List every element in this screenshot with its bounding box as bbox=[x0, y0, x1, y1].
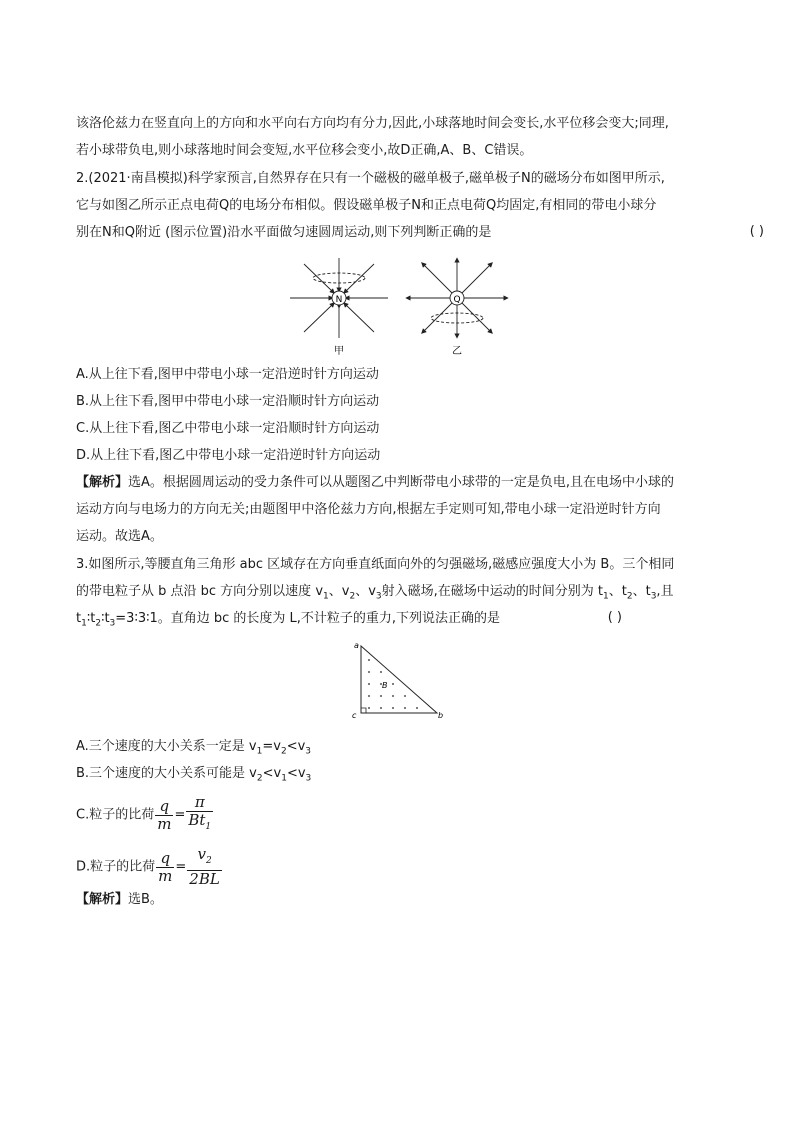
q3-answer-paren: ( ) bbox=[607, 610, 622, 625]
q2-figure bbox=[280, 252, 510, 362]
fraction-q-over-m: $\frac{q}{m}$ bbox=[157, 796, 172, 833]
q2-stem-line-3: 别在N和Q附近 (图示位置)沿水平面做匀速圆周运动,则下列判断正确的是 bbox=[76, 225, 492, 240]
q3-analysis-label: 【解析】 bbox=[76, 892, 129, 907]
q2-option-a: A.从上往下看,图甲中带电小球一定沿逆时针方向运动 bbox=[76, 367, 379, 382]
q2-stem-line-2: 它与如图乙所示正点电荷Q的电场分布相似。假设磁单极子N和正点电荷Q均固定,有相同的带电小球分 bbox=[76, 198, 657, 213]
q2-answer-paren: ( ) bbox=[749, 224, 764, 239]
q2-analysis-line-3: 运动。故选A。 bbox=[76, 529, 163, 544]
q3-stem-line-3: $t_1∶t_2∶t_3=3∶3∶1$。直角边 bc 的长度为 L,不计粒子的重力,下列说法正确的是 bbox=[76, 611, 501, 629]
fig-q-label: Q bbox=[453, 295, 461, 305]
vertex-a: a bbox=[354, 641, 359, 650]
q2-option-c: C.从上往下看,图乙中带电小球一定沿顺时针方向运动 bbox=[76, 421, 380, 436]
fraction-v2-over-2bl: $\frac{v_2}{2BL}$ bbox=[189, 845, 220, 888]
q3-stem-line-1: 3.如图所示,等腰直角三角形 abc 区域存在方向垂直纸面向外的匀强磁场,磁感应强度大小为 B。三个相同 bbox=[76, 557, 675, 572]
magnetic-field-dots bbox=[368, 659, 418, 709]
q3-option-c: C.粒子的比荷 $\frac{q}{m}$ = $\frac{\pi}{Bt_1}$ bbox=[76, 794, 214, 836]
q2-analysis-line-2: 运动方向与电场力的方向无关;由题图甲中洛伦兹力方向,根据左手定则可知,带电小球一定沿逆时针方向 bbox=[76, 502, 661, 517]
intro-line-2: 若小球带负电,则小球落地时间会变短,水平位移会变小,故D正确,A、B、C错误。 bbox=[76, 143, 533, 158]
fraction-q-over-m: $\frac{q}{m}$ bbox=[158, 848, 173, 885]
q2-analysis-line-1: 【解析】选A。根据圆周运动的受力条件可以从题图乙中判断带电小球带的一定是负电,且在电场中小球的 bbox=[76, 475, 675, 490]
vertex-b: b bbox=[438, 711, 444, 720]
fraction-pi-over-bt1: $\frac{\pi}{Bt_1}$ bbox=[188, 793, 212, 832]
fig-caption-jia: 甲 bbox=[334, 346, 344, 357]
intro-line-1: 该洛伦兹力在竖直向上的方向和水平向右方向均有分力,因此,小球落地时间会变长,水平位移会变大;同理, bbox=[76, 116, 669, 131]
q2-option-d: D.从上往下看,图乙中带电小球一定沿逆时针方向运动 bbox=[76, 448, 381, 463]
q3-option-b: B.三个速度的大小关系可能是 $v_2<v_1<v_3$ bbox=[76, 766, 312, 784]
q3-triangle-figure bbox=[345, 638, 450, 722]
q3-stem-line-2: 的带电粒子从 b 点沿 bc 方向分别以速度 $v_1$、$v_2$、$v_3$射入磁场,在磁场中运动的时间分别为 $t_1$、$t_2$、$t_3$,且 bbox=[76, 584, 674, 602]
fig-n-label: N bbox=[335, 295, 343, 305]
q2-stem-line-1: 2.(2021·南昌模拟)科学家预言,自然界存在只有一个磁极的磁单极子,磁单极子N的磁场分布如图甲所示, bbox=[76, 171, 665, 186]
field-label-B: B bbox=[382, 681, 388, 690]
fig-caption-yi: 乙 bbox=[452, 346, 462, 357]
q2-analysis-label: 【解析】 bbox=[76, 475, 129, 490]
q3-analysis: 【解析】选B。 bbox=[76, 892, 163, 907]
q2-option-b: B.从上往下看,图甲中带电小球一定沿顺时针方向运动 bbox=[76, 394, 380, 409]
vertex-c: c bbox=[352, 711, 357, 720]
q3-option-d: D.粒子的比荷 $\frac{q}{m}$ = $\frac{v_2}{2BL}$ bbox=[76, 845, 220, 888]
q3-option-a: A.三个速度的大小关系一定是 $v_1=v_2<v_3$ bbox=[76, 739, 312, 757]
